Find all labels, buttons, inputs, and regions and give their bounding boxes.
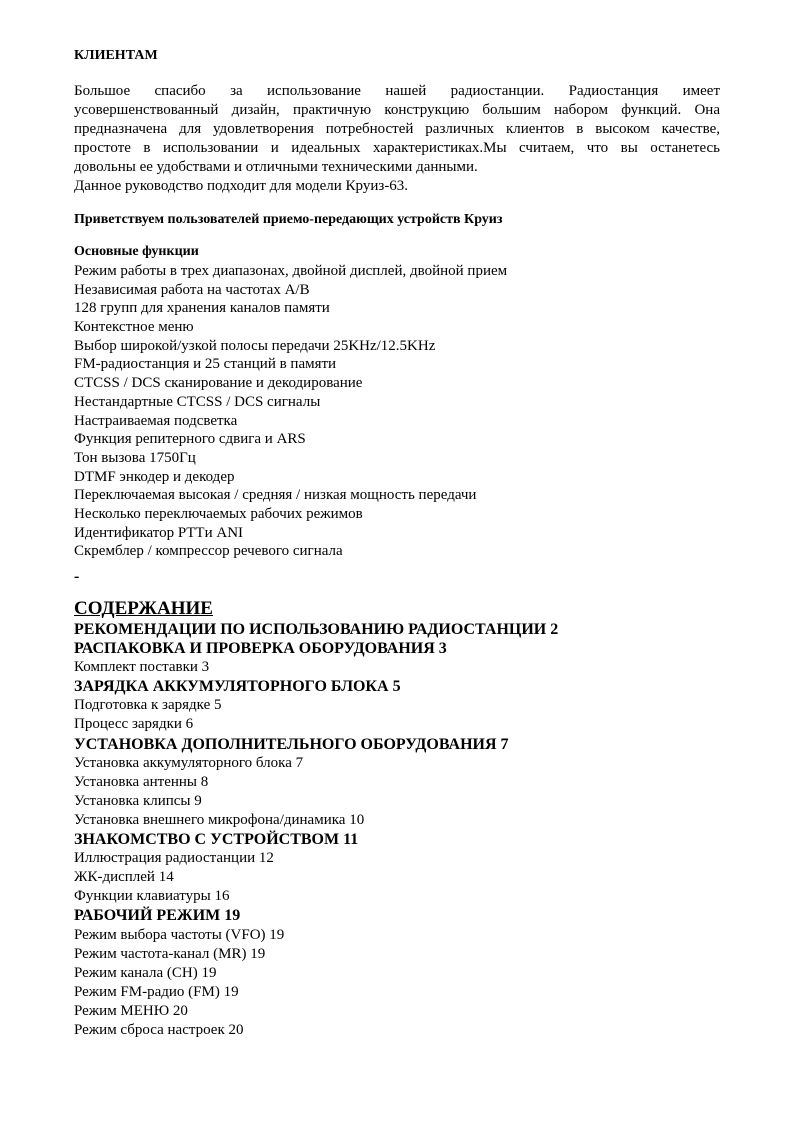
intro-line: предназначена для удовлетворения потребностей различных клиентов в высоком качестве, bbox=[74, 121, 720, 137]
toc-entry[interactable]: Режим FM-радио (FM) 19 bbox=[74, 983, 239, 1000]
toc-entry[interactable]: Режим выбора частоты (VFO) 19 bbox=[74, 926, 285, 943]
toc-entry[interactable]: Установка внешнего микрофона/динамика 10 bbox=[74, 811, 365, 828]
toc-section[interactable]: УСТАНОВКА ДОПОЛНИТЕЛЬНОГО ОБОРУДОВАНИЯ 7 bbox=[74, 735, 509, 753]
toc-entry[interactable]: Иллюстрация радиостанции 12 bbox=[74, 850, 274, 867]
intro-line: простоте в использовании и идеальных характеристиках.Мы считаем, что вы останетесь bbox=[74, 140, 720, 156]
feature-item: 128 групп для хранения каналов памяти bbox=[74, 300, 330, 317]
toc-entry[interactable]: ЖК-дисплей 14 bbox=[74, 869, 174, 886]
feature-item: Режим работы в трех диапазонах, двойной дисплей, двойной прием bbox=[74, 263, 508, 279]
feature-item: Несколько переключаемых рабочих режимов bbox=[74, 505, 363, 522]
greeting-heading: Приветствуем пользователей приемо-передающих устройств Круиз bbox=[74, 212, 503, 227]
feature-item: Функция репитерного сдвига и ARS bbox=[74, 431, 306, 448]
feature-item: Контекстное меню bbox=[74, 319, 194, 336]
toc-entry[interactable]: Подготовка к зарядке 5 bbox=[74, 697, 222, 714]
intro-line: довольны ее удобствами и отличными техническими данными. bbox=[74, 159, 478, 175]
toc-entry[interactable]: Режим сброса настроек 20 bbox=[74, 1021, 244, 1038]
table-of-contents bbox=[74, 620, 720, 1040]
feature-item: Нестандартные CTCSS / DCS сигналы bbox=[74, 393, 321, 410]
feature-item: Независимая работа на частотах A/B bbox=[74, 281, 310, 298]
toc-entry[interactable]: Режим канала (CH) 19 bbox=[74, 964, 217, 981]
feature-item: Тон вызова 1750Гц bbox=[74, 449, 196, 466]
toc-entry[interactable]: Режим МЕНЮ 20 bbox=[74, 1002, 188, 1019]
section-heading: КЛИЕНТАМ bbox=[74, 48, 158, 63]
toc-section[interactable]: РАСПАКОВКА И ПРОВЕРКА ОБОРУДОВАНИЯ 3 bbox=[74, 640, 447, 658]
intro-paragraph bbox=[74, 82, 720, 196]
toc-section[interactable]: РЕКОМЕНДАЦИИ ПО ИСПОЛЬЗОВАНИЮ РАДИОСТАНЦИИ 2 bbox=[74, 621, 559, 638]
toc-entry[interactable]: Режим частота-канал (MR) 19 bbox=[74, 945, 266, 962]
toc-entry[interactable]: Установка клипсы 9 bbox=[74, 792, 202, 809]
toc-section[interactable]: ЗАРЯДКА АККУМУЛЯТОРНОГО БЛОКА 5 bbox=[74, 678, 401, 696]
toc-entry[interactable]: Установка антенны 8 bbox=[74, 773, 209, 790]
dash-mark: - bbox=[74, 568, 80, 585]
feature-item: Переключаемая высокая / средняя / низкая мощность передачи bbox=[74, 487, 477, 504]
features-title: Основные функции bbox=[74, 244, 199, 259]
toc-entry[interactable]: Установка аккумуляторного блока 7 bbox=[74, 754, 304, 771]
toc-section[interactable]: ЗНАКОМСТВО С УСТРОЙСТВОМ 11 bbox=[74, 831, 359, 849]
feature-item: DTMF энкодер и декодер bbox=[74, 468, 235, 485]
intro-line: Большое спасибо за использование нашей радиостанции. Радиостанция имеет bbox=[74, 83, 720, 99]
feature-item: Скремблер / компрессор речевого сигнала bbox=[74, 543, 343, 560]
feature-item: Настраиваемая подсветка bbox=[74, 412, 238, 429]
toc-entry[interactable]: Функции клавиатуры 16 bbox=[74, 888, 230, 905]
intro-line: Данное руководство подходит для модели Круиз-63. bbox=[74, 178, 409, 194]
feature-item: Идентификатор PTTи ANI bbox=[74, 524, 244, 541]
intro-line: усовершенствованный дизайн, практичную конструкцию большим набором функций. Она bbox=[74, 102, 720, 118]
feature-item: Выбор широкой/узкой полосы передачи 25KHz/12.5KHz bbox=[74, 337, 436, 354]
feature-item: CTCSS / DCS сканирование и декодирование bbox=[74, 375, 363, 392]
toc-title: СОДЕРЖАНИЕ bbox=[74, 598, 213, 619]
feature-item: FM-радиостанция и 25 станций в памяти bbox=[74, 356, 337, 373]
toc-entry[interactable]: Комплект поставки 3 bbox=[74, 659, 210, 676]
toc-entry[interactable]: Процесс зарядки 6 bbox=[74, 716, 194, 733]
toc-section[interactable]: РАБОЧИЙ РЕЖИМ 19 bbox=[74, 907, 241, 925]
features-list bbox=[74, 262, 720, 561]
